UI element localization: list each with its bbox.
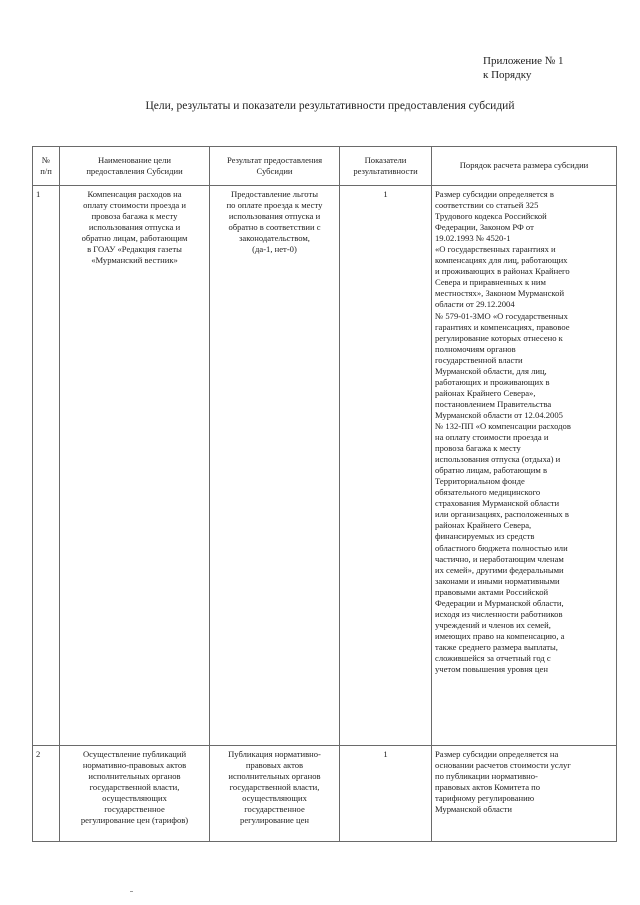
row-indicator: 1 [340, 186, 432, 746]
row-goal: Осуществление публикаций нормативно-правовых актов исполнительных органов государственной власти, осуществляющих государственное регулирование цен (тарифов) [60, 746, 210, 842]
table-header-row [33, 147, 617, 186]
row-number: 2 [33, 746, 60, 842]
header-goal: Наименование цели предоставления Субсидии [60, 147, 210, 186]
scan-artifact [130, 891, 133, 892]
table-row [33, 186, 617, 746]
document-title: Цели, результаты и показатели результативности предоставления субсидий [145, 100, 515, 112]
goals-table [32, 146, 617, 842]
header-calculation: Порядок расчета размера субсидии [432, 147, 617, 186]
row-number: 1 [33, 186, 60, 746]
row-calculation: Размер субсидии определяется в соответствии со статьей 325 Трудового кодекса Российской Федерации, Законом РФ от 19.02.1993 № 4520-1 «О государственных гарантиях и компенсациях для лиц, работающих и проживающих в районах Крайнего Севера и приравненных к ним местностях», Законом Мурманской области от 29.12.2004 № 579-01-ЗМО «О государственных гарантиях и компенсациях, правовое регулирование которых отнесено к полномочиям органов государственной власти Мурманской области, для лиц, работающих и проживающих в районах Крайнего Севера», постановлением Правительства Мурманской области от 12.04.2005 № 132-ПП «О компенсации расходов на оплату стоимости проезда и провоза багажа к месту использования отпуска (отдыха) и обратно лицам, работающим в Территориальном фонде обязательного медицинского страхования Мурманской области или организациях, расположенных в районах Крайнего Севера, финансируемых из средств областного бюджета полностью или частично, и неработающим членам их семей», другими федеральными законами и иными нормативными правовыми актами Российской Федерации и Мурманской области, исходя из численности работников учреждений и членов их семей, имеющих право на компенсацию, а также среднего размера выплаты, сложившейся за отчетный год с учетом повышения уровня цен [432, 186, 617, 746]
header-number: № п/п [33, 147, 60, 186]
annex-label [483, 54, 564, 82]
annex-line-2: к Порядку [483, 69, 532, 81]
row-indicator: 1 [340, 746, 432, 842]
row-goal: Компенсация расходов на оплату стоимости проезда и провоза багажа к месту использования отпуска и обратно лицам, работающим в ГОАУ «Редакция газеты «Мурманский вестник» [60, 186, 210, 746]
row-calculation: Размер субсидии определяется на основании расчетов стоимости услуг по публикации нормативно- правовых актов Комитета по тарифному регулированию Мурманской области [432, 746, 617, 842]
row-result: Предоставление льготы по оплате проезда к месту использования отпуска и обратно в соответствии с законодательством, (да-1, нет-0) [210, 186, 340, 746]
header-indicator: Показатели результативности [340, 147, 432, 186]
header-result: Результат предоставления Субсидии [210, 147, 340, 186]
annex-line-1: Приложение № 1 [483, 55, 564, 67]
table-row [33, 746, 617, 842]
row-result: Публикация нормативно- правовых актов исполнительных органов государственной власти, осуществляющих государственное регулирование цен [210, 746, 340, 842]
